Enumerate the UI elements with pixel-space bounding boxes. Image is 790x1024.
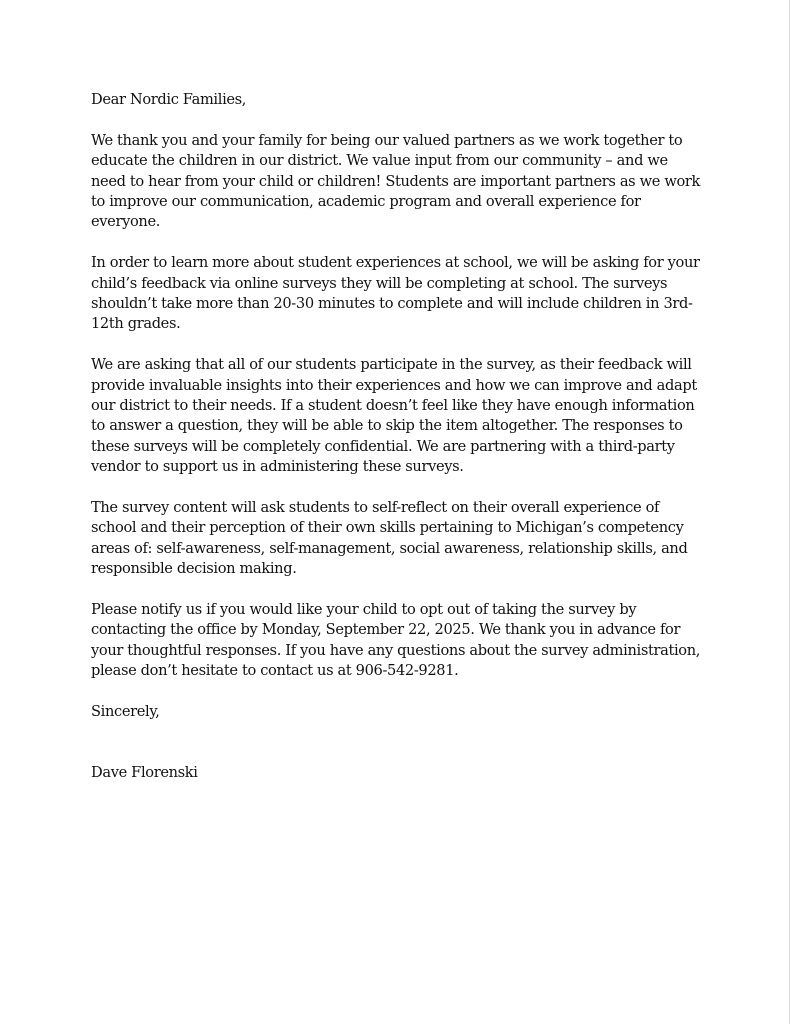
paragraph-participation: We are asking that all of our students participate in the survey, as their feedback will provide invaluable insights into their experiences and how we can improve and adapt our district to their needs. If a student doesn’t feel like they have enough information to answer a question, they will be able to skip the item altogether. The responses to these surveys will be completely confidential. We are partnering with a third-party vendor to support us in administering these surveys.: [91, 356, 697, 476]
letter-body: [91, 90, 706, 784]
paragraph-partnership: We thank you and your family for being our valued partners as we work together to educate the children in our district. We value input from our community – and we need to hear from your child or children! Students are important partners as we work to improve our communication, academic program and overall experience for everyone.: [91, 131, 701, 231]
paragraph-survey-content: The survey content will ask students to self-reflect on their overall experience of school and their perception of their own skills pertaining to Michigan’s competency areas of: self-awareness, self-management, social awareness, relationship skills, and responsible decision making.: [91, 499, 688, 578]
salutation: Dear Nordic Families,: [91, 91, 247, 108]
paragraph-opt-out: Please notify us if you would like your child to opt out of taking the survey by contacting the office by Monday, September 22, 2025. We thank you in advance for your thoughtful responses. If you have any questions about the survey administration, please don’t hesitate to contact us at 906-542-9281.: [91, 601, 701, 680]
closing: Sincerely,: [91, 703, 160, 721]
signature-name: Dave Florenski: [91, 764, 198, 782]
paragraph-survey-purpose: In order to learn more about student experiences at school, we will be asking for your child’s feedback via online surveys they will be completing at school. The surveys shouldn’t take more than 20-30 minutes to complete and will include children in 3rd-12th grades.: [91, 254, 700, 333]
